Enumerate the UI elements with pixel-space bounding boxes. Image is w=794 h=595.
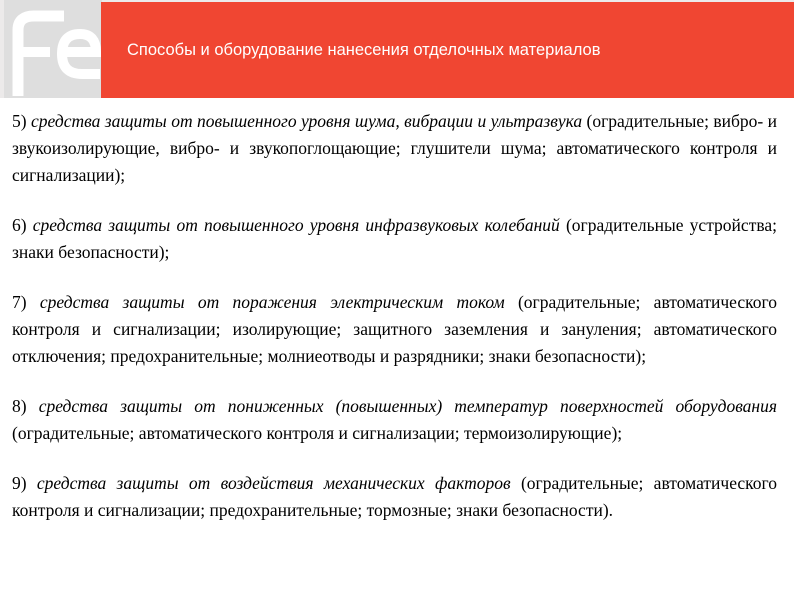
item-title: средства защиты от пониженных (повышенных) температур поверхностей оборудования xyxy=(38,396,777,416)
slide-header xyxy=(0,0,794,98)
item-number: 8) xyxy=(12,396,27,416)
list-item xyxy=(12,393,777,447)
logo xyxy=(4,0,102,98)
item-details: (оградительные; вибро- и звукоизолирующие, вибро- и звукопоглощающие; глушители шума; автоматического контроля и сигнализации); xyxy=(12,111,778,185)
slide-title: Способы и оборудование нанесения отделочных материалов xyxy=(127,40,601,59)
item-details: (оградительные; автоматического контроля и сигнализации; предохранительные; тормозные; знаки безопасности). xyxy=(12,473,778,520)
logo-fe-icon xyxy=(4,0,102,98)
item-title: средства защиты от поражения электрическим током xyxy=(39,292,505,312)
list-item xyxy=(12,108,777,189)
item-number: 5) xyxy=(12,111,27,131)
list-item xyxy=(12,212,777,266)
item-details: (оградительные; автоматического контроля и сигнализации; термоизолирующие); xyxy=(12,423,623,443)
item-title: средства защиты от воздействия механических факторов xyxy=(36,473,511,493)
slide-content xyxy=(12,108,777,547)
item-number: 7) xyxy=(12,292,27,312)
list-item xyxy=(12,289,777,370)
item-title: средства защиты от повышенного уровня инфразвуковых колебаний xyxy=(32,215,560,235)
item-number: 6) xyxy=(12,215,27,235)
item-details: (оградительные устройства; знаки безопасности); xyxy=(12,215,778,262)
list-item xyxy=(12,470,777,524)
title-bar xyxy=(101,2,794,98)
item-title: средства защиты от повышенного уровня шума, вибрации и ультразвука xyxy=(31,111,583,131)
item-number: 9) xyxy=(12,473,27,493)
item-details: (оградительные; автоматического контроля и сигнализации; изолирующие; защитного заземления и зануления; автоматического отключения; предохранительные; молниеотводы и разрядники; знаки безопасности); xyxy=(12,292,778,366)
